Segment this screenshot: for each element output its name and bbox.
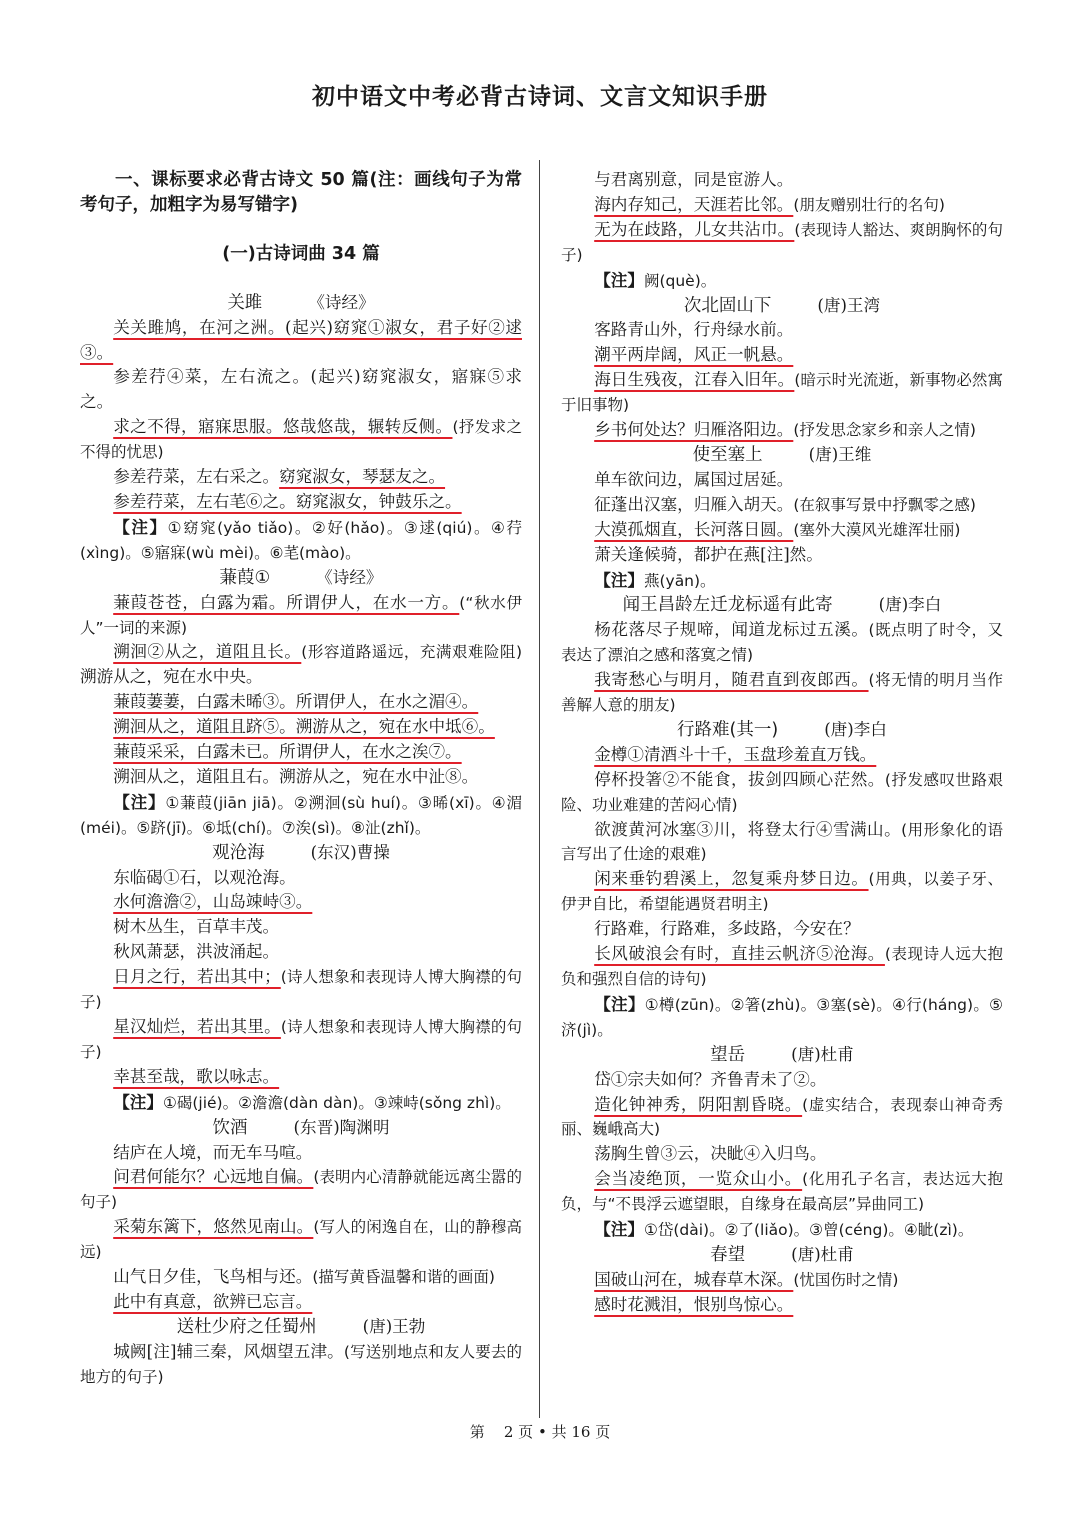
annotation: (抒发求之不得的忧思) [80,418,522,462]
poem-line: 与君离别意，同是宦游人。 [594,170,794,189]
poem-title-wenwangchangling [561,593,1003,618]
underlined-line: 造化钟神秀，阴阳割昏晓。 [594,1094,803,1114]
line-part: 杨花落尽子规啼，闻道龙标过五溪。 [594,620,869,640]
note-text: ①窈窕(yǎo tiǎo)。②好(hǎo)。③逑(qiú)。④荇(xìng)。⑤寤寐(wù mèi)。⑥芼(mào)。 [80,518,522,562]
underlined-line: 国破山河在，城春草木深。 [594,1269,794,1289]
poem-line [561,1167,1003,1217]
underlined-line: 蒹葭苍苍，白露为霜。所谓伊人，在水一方。 [113,592,460,612]
note-tag: 【注】 [113,791,166,812]
line-part: 停杯投箸②不能食，拔剑四顾心茫然。 [594,769,885,789]
poem-line [561,1293,1003,1318]
annotation: (形容道路遥远，充满艰难险阻) [301,643,522,662]
poem-title-xinglunan [561,718,1003,743]
poem-title-jianjia [80,566,522,591]
pronunciation-note [80,790,522,841]
poem-line [561,942,1003,992]
poem-line [80,890,522,915]
line-part: 参差荇菜，左右采之。 [113,467,280,487]
note-text: 阙(què)。 [643,271,717,290]
poem-line: 单车欲问边，属国过居延。 [594,469,794,489]
line-part: 欲渡黄河冰塞③川，将登太行④雪满山。 [594,819,902,839]
poem-line [80,1165,522,1215]
note-tag: 【注】 [594,993,645,1014]
underlined-line: 日月之行，若出其中； [113,967,281,987]
annotation: (抒发感叹世路艰险、功业难建的苦闷心情) [561,770,1003,814]
poem-line [80,1290,522,1315]
annotation: (诗人想象和表现诗人博大胸襟的句子) [80,1018,522,1061]
poem-author: (东晋)陶渊明 [293,1117,390,1137]
poem-line [561,343,1003,368]
annotation: (在叙事写景中抒飘零之感) [793,495,976,514]
poem-line [80,1015,522,1065]
underlined-line: 问君何能尔？心远地自偏。 [113,1167,314,1187]
document-title: 初中语文中考必背古诗词、文言文知识手册 [312,84,768,110]
poem-author: (唐)王勃 [362,1316,426,1336]
underlined-line: 幸甚至哉，歌以咏志。 [113,1066,280,1086]
poem-line [80,1215,522,1265]
poem-title-wangyue [561,1043,1003,1068]
note-tag: 【注】 [594,1219,644,1240]
poem-line [80,1340,522,1390]
pronunciation-note [561,992,1003,1043]
poem-line [561,867,1003,917]
poem-line [561,818,1003,868]
underlined-line: 闲来垂钓碧溪上，忽复乘舟梦日边。 [594,869,869,889]
poem-line [80,715,522,740]
poem-line [561,743,1003,768]
poem-title: 观沧海 [212,842,265,863]
right-column [561,168,1003,1318]
poem-line: 荡胸生曾③云，决眦④入归鸟。 [594,1144,827,1164]
poem-title: 蒹葭① [219,567,271,588]
annotation: (虚实结合，表现泰山神奇秀丽、巍峨高大) [561,1095,1003,1139]
poem-title-guanju [80,291,522,316]
line-part: 城阙[注]辅三秦，风烟望五津。 [113,1341,344,1361]
pronunciation-note [561,568,1003,594]
underlined-line: 海内存知己，天涯若比邻。 [594,194,794,214]
annotation: (描写黄昏温馨和谐的画面) [312,1268,495,1287]
underlined-line: 金樽①清酒斗十千，玉盘珍羞直万钱。 [594,744,877,764]
note-text: ①岱(dài)。②了(liǎo)。③曾(céng)。④眦(zì)。 [643,1221,974,1240]
underlined-line: 感时花溅泪，恨别鸟惊心。 [594,1294,794,1314]
underlined-line: 采菊东篱下，悠然见南山。 [113,1217,314,1237]
annotation: (表现诗人远大抱负和强烈自信的诗句) [561,945,1003,988]
poem-line [80,690,522,715]
underlined-line: 长风破浪会有时，直挂云帆济⑤沧海。 [594,944,885,964]
underlined-line: 求之不得，寤寐思服。悠哉悠哉，辗转反侧。 [113,417,453,437]
annotation: (诗人想象和表现诗人博大胸襟的句子) [80,968,522,1012]
poem-line [80,490,522,515]
underlined-line: 窈窕淑女，琴瑟友之。 [279,467,446,487]
pronunciation-note [80,1090,522,1116]
poem-title: 饮酒 [212,1117,248,1138]
poem-line [561,618,1003,668]
poem-title: 关雎 [227,292,263,313]
poem-line [80,415,522,465]
poem-title: 使至塞上 [692,444,763,465]
annotation: (用典，以姜子牙、伊尹自比，希望能遇贤君明主) [561,870,1003,914]
underlined-line: 海日生残夜，江春入旧年。 [594,370,795,390]
annotation: (化用孔子名言，表达远大抱负，与“不畏浮云遮望眼，自缘身在最高层”异曲同工) [561,1170,1003,1214]
poem-line: 秋风萧瑟，洪波涌起。 [113,942,280,962]
poem-line: 行路难，行路难，多歧路，今安在？ [594,919,860,939]
poem-author: 《诗经》 [316,567,383,587]
line-part: 溯游从之，宛在水中央。 [80,667,263,687]
underlined-line: 乡书何处达？归雁洛阳边。 [594,420,794,440]
poem-line [561,368,1003,418]
poem-author: (唐)杜甫 [791,1244,854,1264]
underlined-line: 蒹葭萋萋，白露未晞③。所谓伊人，在水之湄④。 [113,692,479,712]
underlined-line: 大漠孤烟直，长河落日圆。 [594,519,794,539]
annotation: (塞外大漠风光雄浑壮丽) [793,520,961,539]
poem-line [80,316,522,366]
poem-title: 春望 [710,1244,746,1265]
poem-line: 结庐在人境，而无车马喧。 [113,1142,313,1162]
poem-author: (唐)王维 [808,444,872,464]
underlined-line: 会当凌绝顶，一览众山小。 [594,1169,803,1189]
poem-line [561,218,1003,268]
poem-line [561,1268,1003,1293]
underlined-line: 无为在歧路，儿女共沾巾。 [594,219,795,239]
underlined-line: 我寄愁心与明月，随君直到夜郎西。 [594,670,869,690]
annotation: (表现诗人豁达、爽朗胸怀的句子) [561,220,1003,264]
pronunciation-note [80,515,522,566]
poem-line: 岱①宗夫如何？齐鲁青未了②。 [594,1069,827,1089]
underlined-line: 星汉灿烂，若出其里。 [113,1017,281,1036]
poem-line: 溯洄从之，道阻且右。溯游从之，宛在水中沚⑧。 [113,766,479,786]
poem-line: 参差荇④菜，左右流之。(起兴)窈窕淑女，寤寐⑤求之。 [80,367,522,412]
section-heading: 一、课标要求必背古诗文 50 篇(注：画线句子为常考句子，加粗字为易写错字) [80,170,522,215]
note-tag: 【注】 [594,269,644,290]
annotation: (朋友赠别壮行的名句) [793,195,945,214]
note-text: ①樽(zūn)。②箸(zhù)。③塞(sè)。④行(háng)。⑤济(jì)。 [561,995,1003,1039]
note-text: ①碣(jié)。②澹澹(dàn dàn)。③竦峙(sǒng zhì)。 [162,1093,511,1112]
annotation: (抒发思念家乡和亲人之情) [793,421,976,440]
underlined-line: 关关雎鸠，在河之洲。(起兴)窈窕①淑女，君子好②逑③。 [80,317,522,362]
annotation: (“秋水伊人”一词的来源) [80,593,523,637]
poem-line [561,518,1003,543]
annotation: (既点明了时令，又表达了漂泊之感和落寞之情) [561,621,1003,665]
annotation: (忧国伤时之情) [793,1270,899,1289]
left-column [80,168,522,1390]
underlined-line: 蒹葭采采，白露未已。所谓伊人，在水之涘⑦。 [113,742,462,762]
poem-author: (唐)王湾 [817,295,881,315]
poem-line [80,640,522,690]
annotation: (暗示时光流逝，新事物必然寓于旧事物) [561,371,1003,415]
poem-line: 客路青山外，行舟绿水前。 [594,320,794,340]
poem-title-chunwang [561,1243,1003,1268]
poem-line [561,193,1003,218]
poem-title-shizhisaishang [561,443,1003,468]
poem-title: 行路难(其一) [677,719,779,740]
poem-author: (唐)杜甫 [791,1044,854,1064]
poem-line [80,740,522,765]
underlined-line: 参差荇菜，左右芼⑥之。窈窕淑女，钟鼓乐之。 [113,491,462,511]
poem-author: (唐)李白 [878,595,942,615]
pronunciation-note [561,1217,1003,1243]
line-part: 征蓬出汉塞，归雁入胡天。 [594,494,794,514]
poem-title-songdu [80,1315,522,1340]
note-tag: 【注】 [594,569,644,590]
poem-line [561,668,1003,718]
poem-line [561,418,1003,443]
note-tag: 【注】 [113,516,168,537]
underlined-line: 水何澹澹②，山岛竦峙③。 [113,892,313,912]
pronunciation-note [561,268,1003,294]
poem-line [80,591,522,641]
poem-author: (唐)李白 [824,719,887,739]
annotation: (写送别地点和友人要去的地方的句子) [80,1342,522,1386]
sub-heading: (一)古诗词曲 34 篇 [222,243,380,264]
note-tag: 【注】 [113,1091,163,1112]
poem-author: (东汉)曹操 [310,842,390,862]
poem-line [80,465,522,490]
poem-title-yinjiu [80,1116,522,1141]
poem-line [80,1065,522,1090]
underlined-line: 潮平两岸阔，风正一帆悬。 [594,345,794,365]
poem-line [561,1093,1003,1143]
underlined-line: 此中有真意，欲辨已忘言。 [113,1291,313,1311]
line-part: 山气日夕佳，飞鸟相与还。 [113,1267,313,1287]
poem-line: 东临碣①石，以观沧海。 [113,867,296,887]
poem-line [561,768,1003,818]
annotation: (用形象化的语言写出了仕途的艰难) [561,820,1003,864]
poem-author: 《诗经》 [308,292,375,312]
underlined-line: 溯洄从之，道阻且跻⑤。溯游从之，宛在水中坻⑥。 [113,717,495,737]
annotation: (写人的闲逸自在，山的静穆高远) [80,1218,522,1262]
poem-line [80,965,522,1015]
poem-title: 送杜少府之任蜀州 [176,1316,317,1337]
note-text: 燕(yān)。 [643,571,716,590]
underlined-line: 溯洄②从之，道阻且长。 [113,642,302,662]
poem-line: 萧关逢候骑，都护在燕[注]然。 [594,544,823,564]
annotation: (将无情的明月当作善解人意的朋友) [561,671,1003,715]
poem-title: 次北固山下 [683,295,772,316]
poem-title: 闻王昌龄左迁龙标遥有此寄 [622,595,833,616]
annotation: (表明内心清静就能远离尘嚣的句子) [80,1168,522,1212]
poem-title-cibeigu [561,294,1003,319]
note-text: ①蒹葭(jiān jiā)。②溯洄(sù huí)。③晞(xī)。④湄(méi)。⑤跻(jī)。⑥坻(chí)。⑦涘(sì)。⑧沚(zhǐ)。 [80,793,522,837]
poem-line [80,1265,522,1290]
page-footer: 第 2 页 • 共 16 页 [469,1423,611,1441]
poem-title: 望岳 [710,1044,746,1065]
poem-line [561,493,1003,518]
poem-line: 树木丛生，百草丰茂。 [113,917,280,937]
poem-title-guancanghai [80,841,522,866]
column-divider [539,160,540,1418]
